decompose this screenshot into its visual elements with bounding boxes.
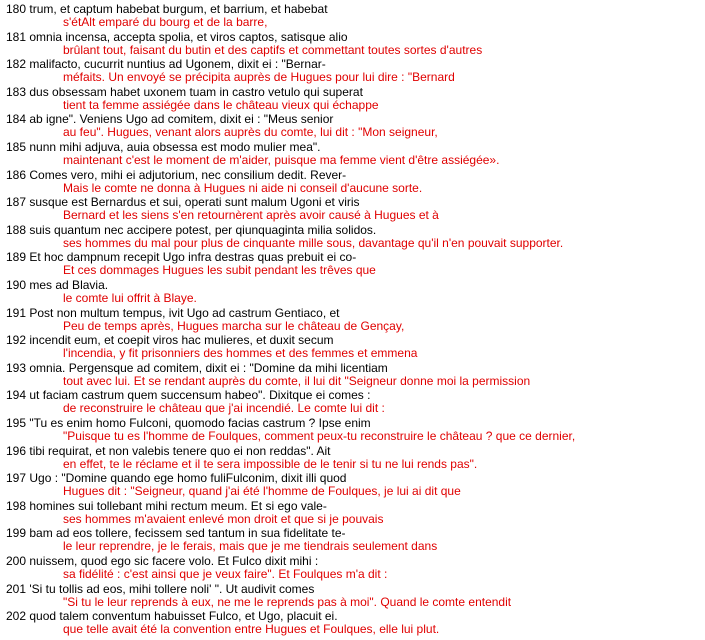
- latin-line: [6, 388, 370, 402]
- french-translation-line: que telle avait été la convention entre Hugues et Foulques, elle lui plut.: [63, 622, 440, 637]
- latin-text: nuissem, quod ego sic facere volo. Et Fulco dixit mihi :: [29, 554, 319, 568]
- french-translation-line: tout avec lui. Et se rendant auprès du comte, il lui dit "Seigneur donne moi la permission: [63, 373, 531, 388]
- latin-text: nunn mihi adjuva, auia obsessa est modo mulier mea".: [29, 140, 321, 154]
- french-translation-line: le comte lui offrit à Blaye.: [63, 291, 197, 305]
- latin-text: dus obsessam habet uxonem tuam in castro vetulo qui superat: [29, 84, 363, 99]
- french-translation-line: "Si tu le leur reprends à eux, ne me le reprends pas à moi". Quand le comte entendit: [63, 594, 512, 609]
- latin-line: [6, 609, 338, 623]
- french-translation-line: maintenant c'est le moment de m'aider, puisque ma femme vient d'être assiégée».: [63, 153, 500, 167]
- french-translation-line: ses hommes m'avaient enlevé mon droit et que si je pouvais: [63, 511, 384, 526]
- line-number: 185: [6, 140, 27, 154]
- latin-text: trum, et captum habebat burgum, et barrium, et habebat: [29, 2, 328, 16]
- latin-text: mes ad Blavia.: [29, 278, 109, 292]
- latin-line: [6, 112, 333, 126]
- latin-line: [6, 582, 314, 596]
- french-translation-line: Bernard et les siens s'en retournèrent après avoir causé à Hugues et à: [63, 208, 439, 223]
- latin-text: tibi requirat, et non valebis tenere quo ei non reddas". Ait: [29, 443, 331, 458]
- line-number: 180: [6, 2, 27, 16]
- french-translation-line: Et ces dommages Hugues les subit pendant les trêves que: [63, 263, 376, 278]
- line-number: 192: [6, 333, 27, 348]
- latin-line: [6, 361, 388, 375]
- latin-text: incendit eum, et coepit viros hac mulieres, et duxit secum: [29, 333, 334, 348]
- line-number: 193: [6, 360, 27, 375]
- line-number: 187: [6, 195, 27, 210]
- line-number: 198: [6, 498, 27, 513]
- latin-line: [6, 2, 328, 16]
- latin-line: [6, 278, 108, 292]
- latin-line: [6, 140, 320, 154]
- french-translation-line: "Puisque tu es l'homme de Foulques, comment peux-tu reconstruire le château ? que ce dernier,: [63, 429, 576, 443]
- latin-line: [6, 444, 331, 458]
- latin-text: homines sui tollebant mihi rectum meum. Et si ego vale-: [29, 498, 327, 513]
- french-translation-line: tient ta femme assiégée dans le château vieux qui échappe: [63, 97, 379, 112]
- french-translation-line: Hugues dit : "Seigneur, quand j'ai été l'homme de Foulques, je lui ai dit que: [63, 484, 461, 499]
- line-number: 202: [6, 609, 27, 624]
- line-number: 182: [6, 57, 27, 72]
- french-translation-line: brûlant tout, faisant du butin et des captifs et commettant toutes sortes d'autres: [63, 42, 483, 57]
- latin-text: bam ad eos tollere, fecissem sed tantum in sua fidelitate te-: [29, 526, 346, 541]
- french-translation-line: l'incendia, y fit prisonniers des hommes et des femmes et emmena: [63, 346, 418, 361]
- line-number: 189: [6, 250, 27, 265]
- latin-line: [6, 168, 346, 182]
- french-translation-line: Mais le comte ne donna à Hugues ni aide ni conseil d'aucune sorte.: [63, 180, 423, 195]
- latin-line: [6, 333, 334, 347]
- line-number: 197: [6, 471, 27, 486]
- line-number: 195: [6, 416, 27, 430]
- line-number: 200: [6, 554, 27, 568]
- french-translation-line: s'étAlt emparé du bourg et de la barre,: [63, 15, 268, 29]
- line-number: 194: [6, 388, 27, 403]
- french-translation-line: en effet, te le réclame et il te sera impossible de le tenir si tu ne lui rends pas".: [63, 456, 478, 471]
- latin-line: [6, 85, 363, 99]
- line-number: 188: [6, 222, 27, 237]
- latin-text: omnia. Pergensque ad comitem, dixit ei : "Domine da mihi licentiam: [29, 360, 388, 375]
- latin-text: suis quantum nec accipere potest, per qiunquaginta milia solidos.: [29, 222, 377, 237]
- latin-text: 'Si tu tollis ad eos, mihi tollere noli' ". Ut audivit comes: [29, 581, 315, 596]
- latin-line: [6, 306, 340, 320]
- latin-text: malifacto, cucurrit nuntius ad Ugonem, dixit ei : "Bernar-: [29, 57, 326, 72]
- latin-text: omnia incensa, accepta spolia, et viros captos, satisque alio: [29, 29, 348, 44]
- latin-text: Comes vero, mihi ei adjutorium, nec consilium dedit. Rever-: [29, 167, 347, 182]
- line-number: 190: [6, 278, 27, 292]
- french-translation-line: au feu". Hugues, venant alors auprès du comte, lui dit : "Mon seigneur,: [63, 125, 438, 140]
- line-number: 191: [6, 305, 27, 320]
- latin-line: [6, 554, 318, 568]
- line-number: 199: [6, 526, 27, 541]
- latin-text: Post non multum tempus, ivit Ugo ad castrum Gentiaco, et: [29, 305, 340, 320]
- latin-line: [6, 250, 356, 264]
- latin-line: [6, 416, 371, 430]
- line-number: 183: [6, 84, 27, 99]
- latin-text: susque est Bernardus et sui, operati sunt malum Ugoni et viris: [29, 195, 360, 210]
- line-number: 201: [6, 581, 27, 596]
- latin-text: ut faciam castrum quem succensum habeo". Dixitque ei comes :: [29, 388, 371, 403]
- french-translation-line: Peu de temps après, Hugues marcha sur le château de Gençay,: [63, 318, 405, 333]
- latin-text: Et hoc dampnum recepit Ugo infra destras quas prebuit ei co-: [29, 250, 357, 265]
- latin-line: [6, 223, 376, 237]
- line-number: 186: [6, 167, 27, 182]
- latin-text: quod talem conventum habuisset Fulco, et Ugo, placuit ei.: [29, 609, 338, 624]
- line-number: 181: [6, 29, 27, 44]
- french-translation-line: le leur reprendre, je le ferais, mais que je me tiendrais seulement dans: [63, 539, 438, 554]
- french-translation-line: ses hommes du mal pour plus de cinquante mille sous, davantage qu'il n'en pouvait supporter.: [63, 235, 564, 250]
- line-number: 196: [6, 443, 27, 458]
- latin-text: "Tu es enim homo Fulconi, quomodo facias castrum ? Ipse enim: [29, 416, 371, 430]
- latin-line: [6, 57, 326, 71]
- french-translation-line: de reconstruire le château que j'ai incendié. Le comte lui dit :: [63, 401, 385, 416]
- latin-text: ab igne". Veniens Ugo ad comitem, dixit ei : "Meus senior: [29, 112, 334, 127]
- latin-line: [6, 30, 348, 44]
- latin-line: [6, 526, 346, 540]
- french-translation-line: méfaits. Un envoyé se précipita auprès de Hugues pour lui dire : "Bernard: [63, 70, 455, 85]
- latin-text: Ugo : "Domine quando ege homo fuliFulconim, dixit illi quod: [29, 471, 347, 486]
- latin-line: [6, 195, 360, 209]
- latin-line: [6, 471, 346, 485]
- line-number: 184: [6, 112, 27, 127]
- latin-line: [6, 499, 327, 513]
- french-translation-line: sa fidélité : c'est ainsi que je veux faire". Et Foulques m'a dit :: [63, 567, 388, 581]
